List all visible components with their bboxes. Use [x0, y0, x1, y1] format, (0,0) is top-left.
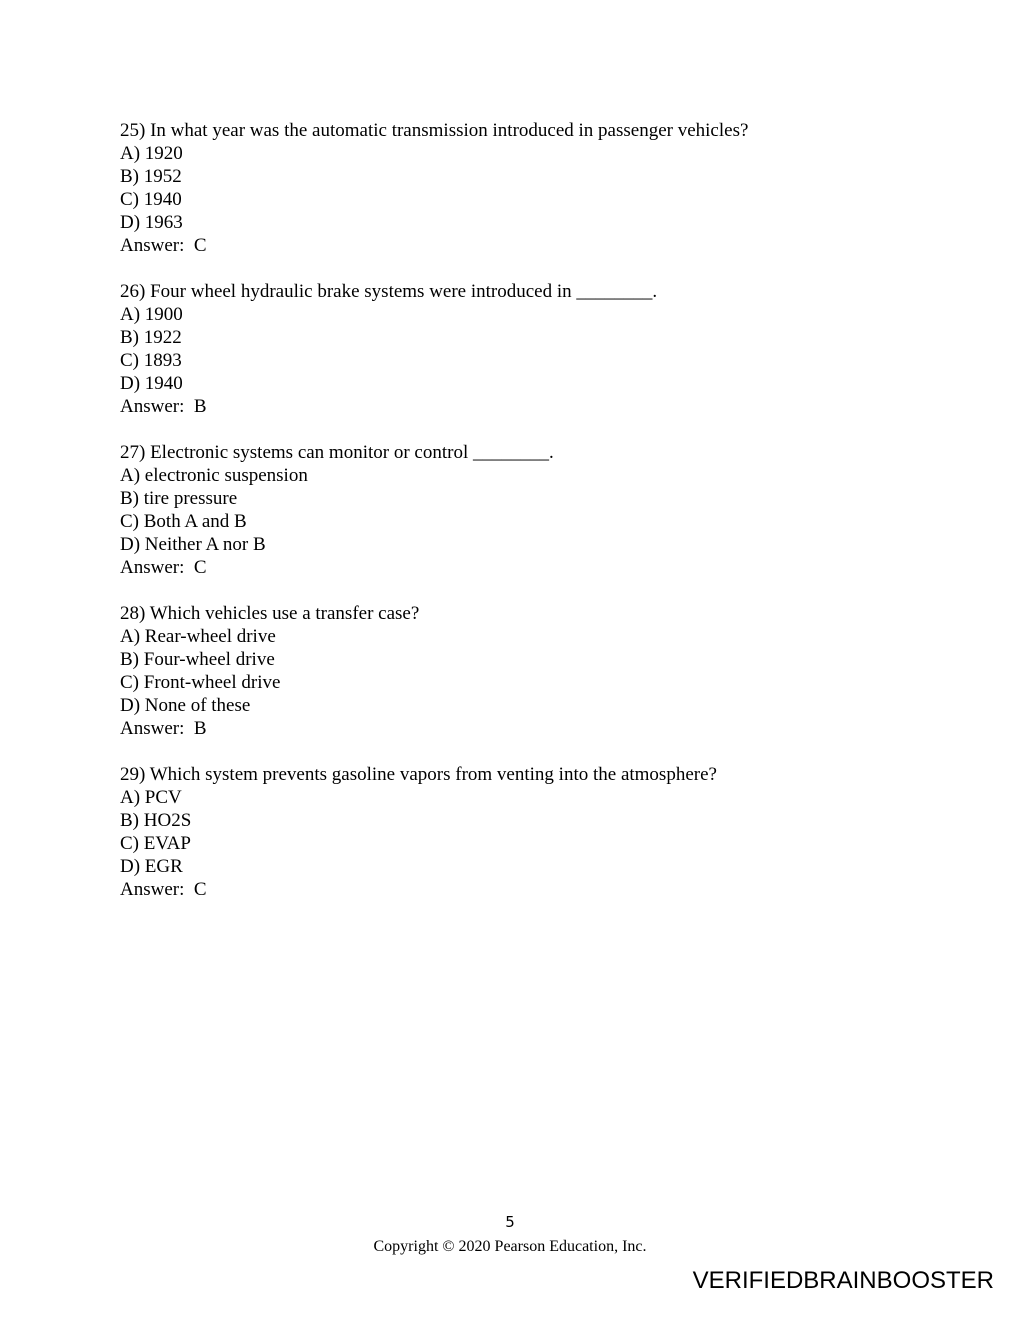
question-29	[120, 763, 940, 901]
answer-line: Answer: B	[120, 396, 207, 417]
answer-line: Answer: B	[120, 718, 207, 739]
option-c: C) 1893	[120, 350, 182, 371]
page-number: 5	[505, 1213, 515, 1231]
question-26	[120, 280, 940, 418]
option-a: A) electronic suspension	[120, 465, 308, 486]
question-stem: 27) Electronic systems can monitor or control ________.	[120, 442, 554, 463]
option-c: C) EVAP	[120, 833, 191, 854]
answer-line: Answer: C	[120, 557, 207, 578]
copyright-notice: Copyright © 2020 Pearson Education, Inc.	[373, 1238, 647, 1255]
option-b: B) tire pressure	[120, 488, 238, 509]
question-27	[120, 441, 940, 579]
option-a: A) PCV	[120, 787, 182, 808]
option-d: D) EGR	[120, 856, 183, 877]
option-d: D) Neither A nor B	[120, 534, 266, 555]
question-28	[120, 602, 940, 740]
answer-line: Answer: C	[120, 879, 207, 900]
option-d: D) None of these	[120, 695, 251, 716]
option-d: D) 1963	[120, 212, 183, 233]
option-c: C) Front-wheel drive	[120, 672, 281, 693]
option-a: A) 1900	[120, 304, 183, 325]
option-b: B) 1922	[120, 327, 182, 348]
answer-line: Answer: C	[120, 235, 207, 256]
question-list	[120, 119, 940, 924]
question-stem: 25) In what year was the automatic transmission introduced in passenger vehicles?	[120, 120, 749, 141]
option-b: B) Four-wheel drive	[120, 649, 275, 670]
question-stem: 29) Which system prevents gasoline vapors from venting into the atmosphere?	[120, 764, 717, 785]
option-a: A) 1920	[120, 143, 183, 164]
option-c: C) 1940	[120, 189, 182, 210]
option-d: D) 1940	[120, 373, 183, 394]
question-stem: 28) Which vehicles use a transfer case?	[120, 603, 420, 624]
option-b: B) 1952	[120, 166, 182, 187]
question-stem: 26) Four wheel hydraulic brake systems were introduced in ________.	[120, 281, 658, 302]
option-b: B) HO2S	[120, 810, 192, 831]
option-a: A) Rear-wheel drive	[120, 626, 276, 647]
question-25	[120, 119, 940, 257]
watermark-text: VERIFIEDBRAINBOOSTER	[692, 1267, 994, 1294]
option-c: C) Both A and B	[120, 511, 247, 532]
